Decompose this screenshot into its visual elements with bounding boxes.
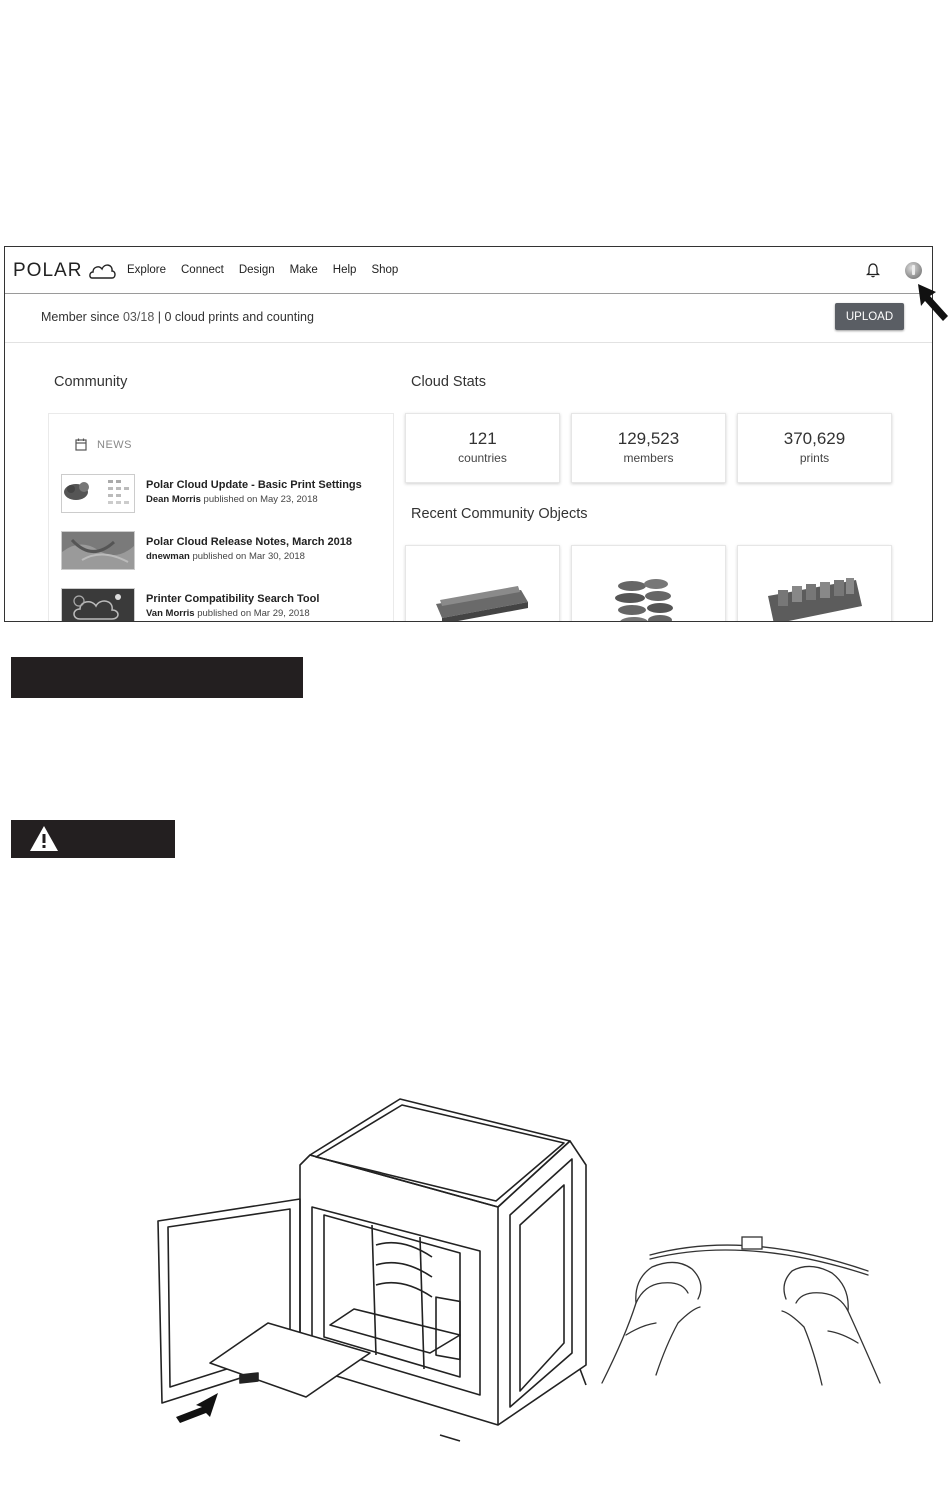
nav-shop[interactable]: Shop [371, 264, 399, 276]
member-bar [5, 294, 932, 343]
community-object-card[interactable] [737, 545, 892, 622]
hands-flexing-plate-illustration [596, 1215, 886, 1395]
stat-value: 121 [468, 429, 497, 448]
nav-connect[interactable]: Connect [181, 264, 224, 276]
stat-card-prints [737, 413, 892, 483]
stat-label: prints [799, 451, 830, 465]
news-item[interactable] [61, 474, 381, 514]
community-object-card[interactable] [405, 545, 560, 622]
news-card [48, 413, 394, 622]
nav-make[interactable]: Make [289, 264, 318, 276]
cloud-logo-icon [88, 260, 116, 282]
news-thumbnail-2 [61, 531, 135, 570]
cloud-prints-label: cloud prints and counting [174, 310, 314, 324]
news-item[interactable] [61, 531, 381, 571]
member-since-date: 03/18 [122, 310, 155, 324]
object-preview-claws [572, 546, 725, 622]
stat-label: countries [458, 451, 507, 465]
stat-label: members [623, 451, 674, 465]
main-nav [127, 264, 413, 276]
cloud-stats-heading: Cloud Stats [411, 374, 486, 390]
stat-card-countries [405, 413, 560, 483]
news-header [75, 438, 132, 451]
pointer-arrow-icon [916, 282, 950, 322]
news-title[interactable]: Polar Cloud Release Notes, March 2018 [146, 536, 353, 548]
news-author[interactable]: Dean Morris [146, 494, 201, 505]
news-author[interactable]: dnewman [146, 551, 190, 562]
stat-value: 370,629 [783, 429, 846, 448]
news-thumbnail-3 [61, 588, 135, 622]
news-meta [146, 551, 305, 562]
community-object-card[interactable] [571, 545, 726, 622]
object-preview-nameplate [406, 546, 559, 622]
news-date: published on Mar 30, 2018 [192, 551, 305, 562]
news-title[interactable]: Polar Cloud Update - Basic Print Settings [146, 479, 362, 491]
warning-triangle-icon [29, 825, 59, 852]
upload-button[interactable]: UPLOAD [835, 303, 904, 330]
section-heading-bar [11, 657, 303, 698]
news-label: NEWS [97, 438, 132, 451]
object-preview-block-letters [738, 546, 891, 622]
stat-card-members [571, 413, 726, 483]
top-navigation-bar [5, 247, 932, 294]
news-meta [146, 494, 318, 505]
polar-cloud-screenshot [4, 246, 933, 622]
polar-logo[interactable] [13, 260, 116, 282]
member-status-text [41, 310, 314, 324]
news-author[interactable]: Van Morris [146, 608, 195, 619]
warning-bar [11, 820, 175, 858]
news-date: published on Mar 29, 2018 [197, 608, 310, 619]
news-title[interactable]: Printer Compatibility Search Tool [146, 593, 320, 605]
community-heading: Community [54, 374, 128, 390]
news-meta [146, 608, 310, 619]
news-item[interactable] [61, 588, 381, 622]
nav-help[interactable]: Help [332, 264, 357, 276]
calendar-icon [75, 438, 87, 451]
member-since-label: Member since [41, 310, 120, 324]
nav-design[interactable]: Design [238, 264, 275, 276]
notification-bell-icon[interactable] [866, 262, 880, 278]
cloud-prints-count: 0 [164, 310, 172, 324]
user-avatar[interactable] [905, 262, 922, 279]
nav-explore[interactable]: Explore [127, 264, 166, 276]
news-date: published on May 23, 2018 [203, 494, 318, 505]
logo-text: POLAR [13, 260, 83, 281]
recent-objects-heading: Recent Community Objects [411, 506, 588, 522]
news-thumbnail-1 [61, 474, 135, 513]
stat-value: 129,523 [617, 429, 680, 448]
printer-illustration [140, 1095, 600, 1445]
separator: | [157, 310, 161, 324]
